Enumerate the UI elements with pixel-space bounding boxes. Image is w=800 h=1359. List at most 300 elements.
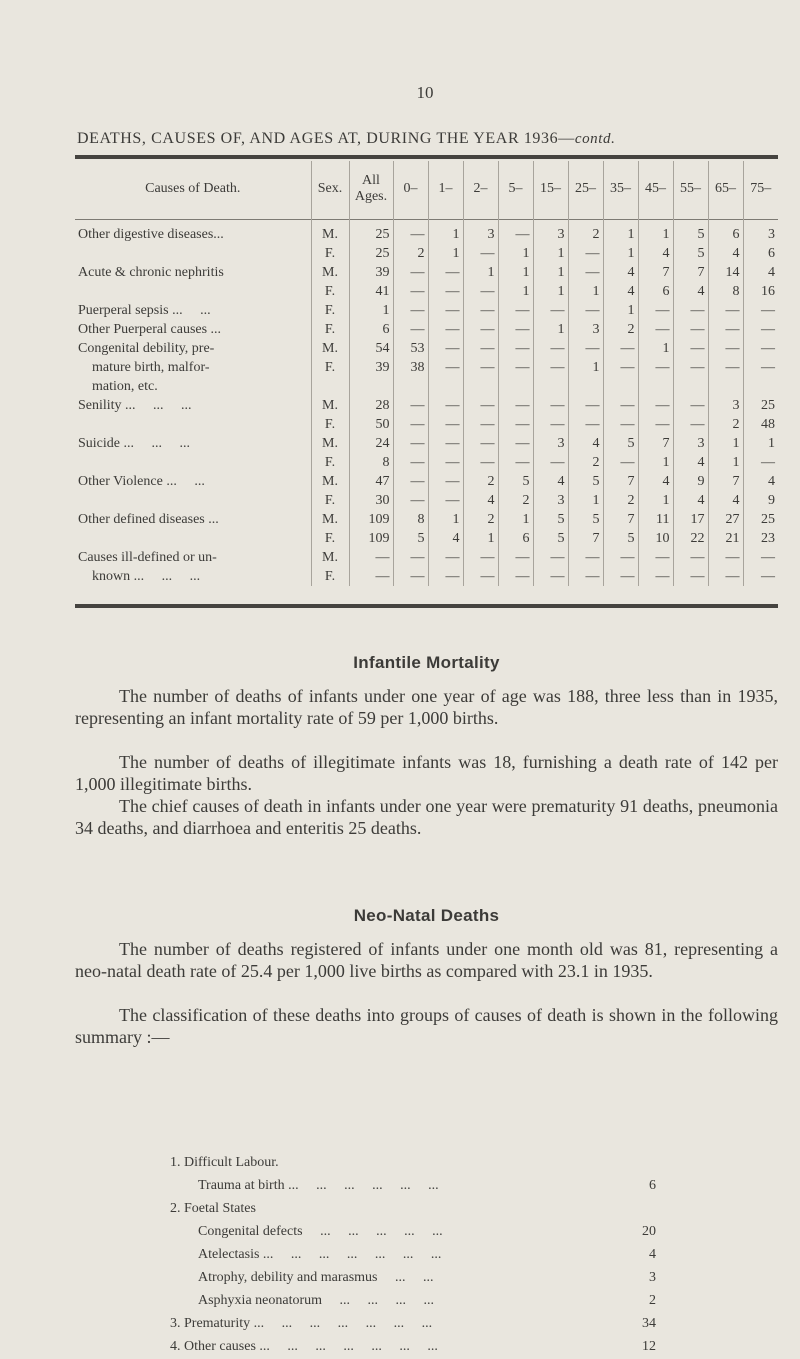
age-count-cell: 25 xyxy=(761,398,775,413)
summary-item xyxy=(170,1312,690,1335)
age-count-cell: — xyxy=(761,303,775,318)
age-count-cell: 53 xyxy=(393,339,428,358)
cause-cell xyxy=(75,529,311,548)
age-count-cell: — xyxy=(428,548,463,567)
age-count-cell: 9 xyxy=(673,472,708,491)
age-count-cell: — xyxy=(708,339,743,358)
all-ages-cell: 54 xyxy=(349,339,393,358)
age-count-cell: — xyxy=(428,320,463,339)
sex-cell: F. xyxy=(311,415,349,434)
age-count-cell: 1 xyxy=(498,263,533,282)
cause-cell xyxy=(75,453,311,472)
neonatal-title: Neo-Natal Deaths xyxy=(353,906,500,925)
infantile-mortality-title: Infantile Mortality xyxy=(353,653,500,672)
table-row xyxy=(75,472,778,491)
summary-item xyxy=(170,1151,690,1174)
summary-label: 4. Other causes ... ... ... ... ... ... ... xyxy=(170,1339,438,1354)
age-count-cell: — xyxy=(603,415,638,434)
age-count-cell: 3 xyxy=(673,434,708,453)
age-count-cell: — xyxy=(673,320,708,339)
age-count-cell: 14 xyxy=(708,263,743,282)
age-count-cell: 4 xyxy=(768,474,775,489)
age-count-cell: 8 xyxy=(708,282,743,301)
age-count-cell: — xyxy=(533,358,568,377)
age-count-cell: 1 xyxy=(568,491,603,510)
age-count-cell xyxy=(428,377,463,396)
age-count-cell: 3 xyxy=(533,434,568,453)
all-ages-cell: 109 xyxy=(349,529,393,548)
infantile-paragraph: The number of deaths of infants under one year of age was 188, three less than in 1935, representing an infant mortality rate of 59 per 1,000 births. xyxy=(75,686,778,728)
age-count-cell: 4 xyxy=(708,244,743,263)
summary-value: 2 xyxy=(649,1293,656,1308)
age-count-cell: 5 xyxy=(568,472,603,491)
age-count-cell: 1 xyxy=(638,453,673,472)
all-ages-cell: 8 xyxy=(349,453,393,472)
sex-cell: M. xyxy=(311,339,349,358)
infantile-paragraph: The number of deaths of illegitimate infants was 18, furnishing a death rate of 142 per 1,000 illegitimate births. xyxy=(75,752,778,794)
age-count-cell: 9 xyxy=(768,493,775,508)
cause-cell: mation, etc. xyxy=(75,377,311,396)
age-count-cell xyxy=(638,377,673,396)
age-count-cell: — xyxy=(708,567,743,586)
age-count-cell: 22 xyxy=(673,529,708,548)
age-count-cell: — xyxy=(638,396,673,415)
age-count-cell: — xyxy=(498,567,533,586)
cause-cell: Other defined diseases ... xyxy=(75,510,311,529)
age-count-cell: — xyxy=(568,263,603,282)
cause-cell: Senility ... ... ... xyxy=(75,396,311,415)
table-row xyxy=(75,301,778,320)
age-count-cell: 7 xyxy=(638,263,673,282)
age-count-cell: 17 xyxy=(673,510,708,529)
sex-cell: M. xyxy=(311,548,349,567)
age-count-cell: 5 xyxy=(603,434,638,453)
age-count-cell: 4 xyxy=(673,453,708,472)
age-count-cell: — xyxy=(761,322,775,337)
table-row xyxy=(75,377,778,396)
age-count-cell: — xyxy=(498,434,533,453)
age-count-cell: — xyxy=(393,567,428,586)
cause-cell: Other Puerperal causes ... xyxy=(75,320,311,339)
sex-cell: F. xyxy=(311,358,349,377)
age-count-cell: 2 xyxy=(393,244,428,263)
summary-label: Atrophy, debility and marasmus ... ... xyxy=(198,1270,434,1285)
table-row xyxy=(75,510,778,529)
all-ages-cell xyxy=(349,377,393,396)
age-count-cell: — xyxy=(498,453,533,472)
age-count-cell: 1 xyxy=(463,263,498,282)
cause-cell: mature birth, malfor- xyxy=(75,358,311,377)
sex-cell: M. xyxy=(311,217,349,244)
age-count-cell: — xyxy=(568,548,603,567)
age-count-cell xyxy=(708,377,743,396)
table-row xyxy=(75,282,778,301)
cause-cell: Puerperal sepsis ... ... xyxy=(75,301,311,320)
table-row xyxy=(75,396,778,415)
age-count-cell: 2 xyxy=(603,491,638,510)
age-count-cell: — xyxy=(603,339,638,358)
age-count-cell: — xyxy=(568,301,603,320)
age-count-cell: 5 xyxy=(498,472,533,491)
age-count-cell: — xyxy=(428,453,463,472)
header-age-group: 55– xyxy=(673,161,708,217)
age-count-cell xyxy=(673,377,708,396)
age-count-cell: — xyxy=(533,453,568,472)
table-row xyxy=(75,320,778,339)
age-count-cell: 7 xyxy=(603,510,638,529)
age-count-cell: 1 xyxy=(533,320,568,339)
age-count-cell: — xyxy=(463,339,498,358)
age-count-cell: — xyxy=(673,567,708,586)
all-ages-cell: 39 xyxy=(349,358,393,377)
age-count-cell: 5 xyxy=(673,217,708,244)
age-count-cell: 6 xyxy=(708,217,743,244)
age-count-cell: — xyxy=(428,434,463,453)
age-count-cell: 23 xyxy=(761,531,775,546)
cause-cell xyxy=(75,415,311,434)
summary-value: 12 xyxy=(642,1339,656,1354)
page-number: 10 xyxy=(416,83,434,102)
age-count-cell: — xyxy=(428,339,463,358)
sex-cell: M. xyxy=(311,472,349,491)
age-count-cell: — xyxy=(638,548,673,567)
age-count-cell: 1 xyxy=(463,529,498,548)
age-count-cell: — xyxy=(603,358,638,377)
age-count-cell: — xyxy=(638,358,673,377)
age-count-cell: — xyxy=(673,548,708,567)
age-count-cell: — xyxy=(673,415,708,434)
summary-label: 2. Foetal States xyxy=(170,1201,256,1216)
sex-cell: F. xyxy=(311,282,349,301)
table-bottom-rule xyxy=(75,604,778,608)
age-count-cell: — xyxy=(463,301,498,320)
cause-cell: Other digestive diseases... xyxy=(75,217,311,244)
age-count-cell: — xyxy=(393,453,428,472)
age-count-cell: — xyxy=(498,548,533,567)
age-count-cell: — xyxy=(428,491,463,510)
age-count-cell: — xyxy=(428,472,463,491)
age-count-cell: 1 xyxy=(533,263,568,282)
summary-value: 3 xyxy=(649,1270,656,1285)
age-count-cell: — xyxy=(568,567,603,586)
header-age-group: 1– xyxy=(428,161,463,217)
age-count-cell: 7 xyxy=(603,472,638,491)
all-ages-cell: — xyxy=(349,548,393,567)
age-count-cell: — xyxy=(463,358,498,377)
age-count-cell: — xyxy=(463,567,498,586)
age-count-cell: — xyxy=(638,301,673,320)
age-count-cell: — xyxy=(498,217,533,244)
age-count-cell: — xyxy=(603,453,638,472)
age-count-cell: 6 xyxy=(498,529,533,548)
age-count-cell: 2 xyxy=(498,491,533,510)
header-age-group: 75– xyxy=(750,181,772,196)
age-count-cell: 48 xyxy=(761,417,775,432)
age-count-cell: — xyxy=(463,244,498,263)
neonatal-summary xyxy=(170,1151,690,1358)
all-ages-cell: 39 xyxy=(349,263,393,282)
age-count-cell: — xyxy=(393,282,428,301)
age-count-cell: — xyxy=(463,434,498,453)
age-count-cell: — xyxy=(673,339,708,358)
age-count-cell: 1 xyxy=(568,282,603,301)
age-count-cell: — xyxy=(708,358,743,377)
summary-value: 6 xyxy=(649,1178,656,1193)
age-count-cell xyxy=(568,377,603,396)
age-count-cell: — xyxy=(673,301,708,320)
age-count-cell: 6 xyxy=(768,246,775,261)
age-count-cell: — xyxy=(428,282,463,301)
age-count-cell: 1 xyxy=(533,244,568,263)
header-age-group: 45– xyxy=(638,161,673,217)
age-count-cell: 7 xyxy=(708,472,743,491)
table-row xyxy=(75,339,778,358)
age-count-cell: 4 xyxy=(603,282,638,301)
age-count-cell: 4 xyxy=(673,282,708,301)
table-row xyxy=(75,567,778,586)
age-count-cell xyxy=(463,377,498,396)
table-row xyxy=(75,548,778,567)
all-ages-cell: 41 xyxy=(349,282,393,301)
summary-label: Congenital defects ... ... ... ... ... xyxy=(198,1224,443,1239)
header-cause: Causes of Death. xyxy=(75,161,311,217)
sex-cell: F. xyxy=(311,529,349,548)
neonatal-paragraph: The classification of these deaths into groups of causes of death is shown in the following summary :— xyxy=(75,1005,778,1047)
table-header-row xyxy=(75,161,778,217)
age-count-cell: — xyxy=(673,396,708,415)
age-count-cell: — xyxy=(568,244,603,263)
neonatal-paragraph: The number of deaths registered of infants under one month old was 81, representing a neo-natal death rate of 25.4 per 1,000 live births as compared with 23.1 in 1935. xyxy=(75,939,778,981)
table-heading-contd: contd. xyxy=(574,131,616,147)
age-count-cell: 1 xyxy=(708,434,743,453)
age-count-cell: — xyxy=(393,320,428,339)
age-count-cell xyxy=(533,377,568,396)
age-count-cell: 4 xyxy=(673,491,708,510)
age-count-cell: — xyxy=(498,339,533,358)
age-count-cell: 3 xyxy=(533,491,568,510)
age-count-cell xyxy=(498,377,533,396)
table-row xyxy=(75,244,778,263)
age-count-cell: — xyxy=(393,301,428,320)
age-count-cell: 2 xyxy=(568,217,603,244)
all-ages-cell: 25 xyxy=(349,244,393,263)
cause-cell: Acute & chronic nephritis xyxy=(75,263,311,282)
all-ages-cell: 6 xyxy=(349,320,393,339)
age-count-cell: — xyxy=(568,396,603,415)
header-age-group: 0– xyxy=(393,161,428,217)
summary-label: Atelectasis ... ... ... ... ... ... ... xyxy=(198,1247,442,1262)
age-count-cell: 8 xyxy=(393,510,428,529)
age-count-cell: — xyxy=(761,569,775,584)
age-count-cell: — xyxy=(428,415,463,434)
all-ages-cell: 47 xyxy=(349,472,393,491)
age-count-cell: 4 xyxy=(708,491,743,510)
age-count-cell: 25 xyxy=(761,512,775,527)
age-count-cell: — xyxy=(393,434,428,453)
age-count-cell: 1 xyxy=(498,244,533,263)
age-count-cell: — xyxy=(603,567,638,586)
age-count-cell: — xyxy=(533,415,568,434)
age-count-cell: 7 xyxy=(568,529,603,548)
cause-cell: Causes ill-defined or un- xyxy=(75,548,311,567)
age-count-cell: 2 xyxy=(463,510,498,529)
age-count-cell: 1 xyxy=(498,510,533,529)
age-count-cell: — xyxy=(708,320,743,339)
age-count-cell: — xyxy=(428,301,463,320)
age-count-cell: — xyxy=(428,358,463,377)
age-count-cell: — xyxy=(463,415,498,434)
age-count-cell: 11 xyxy=(638,510,673,529)
age-count-cell: — xyxy=(393,472,428,491)
age-count-cell: 1 xyxy=(638,339,673,358)
age-count-cell: 1 xyxy=(768,436,775,451)
table-row xyxy=(75,415,778,434)
table-row xyxy=(75,529,778,548)
age-count-cell: — xyxy=(463,548,498,567)
age-count-cell: — xyxy=(498,415,533,434)
age-count-cell: 4 xyxy=(638,472,673,491)
age-count-cell: — xyxy=(673,358,708,377)
age-count-cell: — xyxy=(393,396,428,415)
cause-cell xyxy=(75,282,311,301)
cause-cell: Congenital debility, pre- xyxy=(75,339,311,358)
summary-item xyxy=(170,1197,690,1220)
age-count-cell: 4 xyxy=(463,491,498,510)
cause-cell xyxy=(75,244,311,263)
cause-cell: Other Violence ... ... xyxy=(75,472,311,491)
table-row xyxy=(75,491,778,510)
age-count-cell: — xyxy=(761,341,775,356)
age-count-cell: 1 xyxy=(428,217,463,244)
header-all-ages: All Ages. xyxy=(349,161,393,217)
header-age-group: 35– xyxy=(603,161,638,217)
age-count-cell: 5 xyxy=(673,244,708,263)
all-ages-cell: — xyxy=(349,567,393,586)
age-count-cell: — xyxy=(603,396,638,415)
sex-cell: F. xyxy=(311,320,349,339)
deaths-table xyxy=(75,161,778,586)
summary-item xyxy=(170,1266,690,1289)
age-count-cell: — xyxy=(638,320,673,339)
all-ages-cell: 30 xyxy=(349,491,393,510)
age-count-cell: — xyxy=(761,455,775,470)
header-age-group: 65– xyxy=(708,161,743,217)
cause-cell: known ... ... ... xyxy=(75,567,311,586)
age-count-cell: — xyxy=(428,396,463,415)
age-count-cell: 3 xyxy=(768,227,775,242)
age-count-cell: — xyxy=(498,396,533,415)
age-count-cell: — xyxy=(533,301,568,320)
age-count-cell: 1 xyxy=(533,282,568,301)
age-count-cell: 3 xyxy=(708,396,743,415)
age-count-cell: 2 xyxy=(708,415,743,434)
age-count-cell: — xyxy=(638,415,673,434)
age-count-cell: 4 xyxy=(428,529,463,548)
table-row xyxy=(75,217,778,244)
age-count-cell: — xyxy=(393,491,428,510)
sex-cell: M. xyxy=(311,263,349,282)
summary-value: 4 xyxy=(649,1247,656,1262)
sex-cell: M. xyxy=(311,434,349,453)
age-count-cell: — xyxy=(428,567,463,586)
age-count-cell: 2 xyxy=(568,453,603,472)
age-count-cell: 5 xyxy=(568,510,603,529)
header-age-group: 25– xyxy=(568,161,603,217)
sex-cell: F. xyxy=(311,567,349,586)
age-count-cell: — xyxy=(533,396,568,415)
age-count-cell: — xyxy=(533,548,568,567)
age-count-cell: — xyxy=(498,320,533,339)
age-count-cell: — xyxy=(498,358,533,377)
table-heading xyxy=(77,130,616,148)
age-count-cell: 4 xyxy=(638,244,673,263)
age-count-cell: 5 xyxy=(393,529,428,548)
age-count-cell: 5 xyxy=(533,529,568,548)
age-count-cell: 7 xyxy=(638,434,673,453)
age-count-cell: — xyxy=(393,263,428,282)
age-count-cell: 3 xyxy=(568,320,603,339)
age-count-cell: 7 xyxy=(673,263,708,282)
sex-cell: F. xyxy=(311,453,349,472)
age-count-cell: 2 xyxy=(603,320,638,339)
all-ages-cell: 109 xyxy=(349,510,393,529)
sex-cell: F. xyxy=(311,244,349,263)
header-age-group: 5– xyxy=(498,161,533,217)
age-count-cell: — xyxy=(463,282,498,301)
age-count-cell: 1 xyxy=(638,491,673,510)
age-count-cell: 10 xyxy=(638,529,673,548)
neonatal-section xyxy=(75,906,778,1048)
summary-item xyxy=(170,1289,690,1312)
age-count-cell: 1 xyxy=(498,282,533,301)
sex-cell: M. xyxy=(311,396,349,415)
age-count-cell: 1 xyxy=(568,358,603,377)
sex-cell xyxy=(311,377,349,396)
header-age-group: 2– xyxy=(463,161,498,217)
summary-value: 34 xyxy=(642,1316,656,1331)
age-count-cell: 3 xyxy=(533,217,568,244)
age-count-cell: — xyxy=(463,396,498,415)
sex-cell: M. xyxy=(311,510,349,529)
summary-item xyxy=(170,1335,690,1358)
age-count-cell: 1 xyxy=(708,453,743,472)
age-count-cell: 4 xyxy=(533,472,568,491)
age-count-cell: — xyxy=(533,567,568,586)
age-count-cell: — xyxy=(463,320,498,339)
table-row xyxy=(75,263,778,282)
age-count-cell: — xyxy=(533,339,568,358)
sex-cell: F. xyxy=(311,301,349,320)
age-count-cell: 4 xyxy=(603,263,638,282)
age-count-cell: 4 xyxy=(768,265,775,280)
table-top-rule xyxy=(75,155,778,159)
age-count-cell: 1 xyxy=(603,301,638,320)
age-count-cell: 1 xyxy=(638,217,673,244)
age-count-cell xyxy=(743,377,778,396)
cause-cell xyxy=(75,491,311,510)
age-count-cell: — xyxy=(498,301,533,320)
infantile-mortality-section xyxy=(75,653,778,839)
table-row xyxy=(75,358,778,377)
age-count-cell: — xyxy=(428,263,463,282)
age-count-cell: 3 xyxy=(463,217,498,244)
age-count-cell: — xyxy=(708,301,743,320)
sex-cell: F. xyxy=(311,491,349,510)
summary-label: Asphyxia neonatorum ... ... ... ... xyxy=(198,1293,435,1308)
age-count-cell: 2 xyxy=(463,472,498,491)
summary-item xyxy=(170,1243,690,1266)
all-ages-cell: 50 xyxy=(349,415,393,434)
